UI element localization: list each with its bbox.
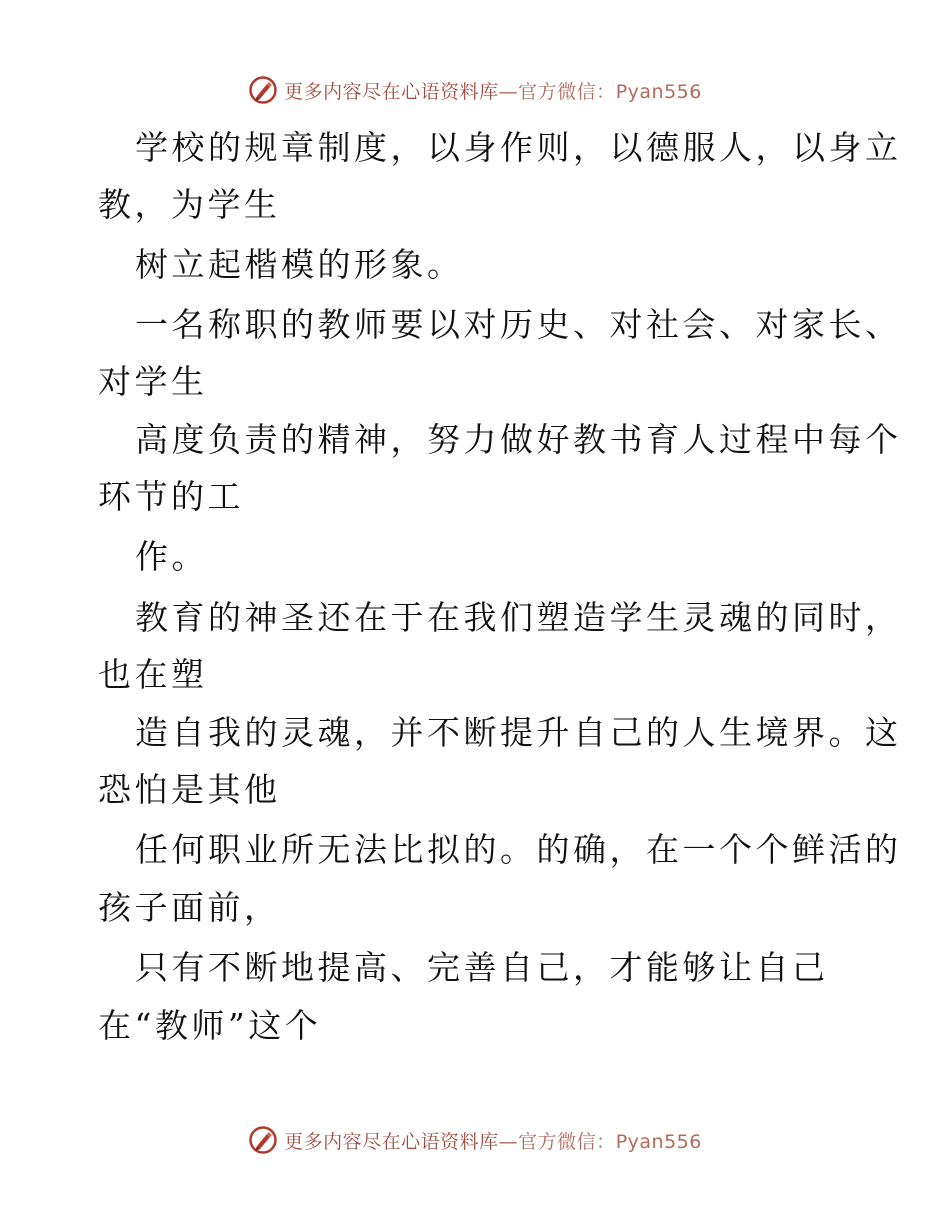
pen-logo-icon: [248, 1125, 278, 1155]
footer-wechat-id: Pyan556: [615, 1130, 702, 1153]
text-line: 孩子面前，: [98, 888, 281, 927]
header-dash: —: [498, 80, 519, 103]
footer-official-label: 官方微信：: [518, 1130, 616, 1153]
text-line: 只有不断地提高、完善自己，才能够让自己: [135, 948, 829, 987]
text-line: 教育的神圣还在于在我们塑造学生灵魂的同时，: [135, 598, 902, 637]
text-line: 学校的规章制度，以身作则，以德服人，以身立: [135, 128, 902, 167]
text-line: 高度负责的精神，努力做好教书育人过程中每个: [135, 420, 902, 459]
text-line: 环节的工: [98, 477, 244, 516]
text-line: 树立起楷模的形象。: [135, 245, 464, 284]
header-banner: [0, 70, 950, 110]
text-line: 造自我的灵魂，并不断提升自己的人生境界。这: [135, 713, 902, 752]
header-official-label: 官方微信：: [518, 80, 616, 103]
text-line: 也在塑: [98, 655, 208, 694]
text-line: 任何职业所无法比拟的。的确，在一个个鲜活的: [135, 830, 902, 869]
header-brand: 更多内容尽在心语资料库: [284, 80, 499, 103]
text-line: 对学生: [98, 362, 208, 401]
footer-text: [284, 1127, 702, 1154]
header-wechat-id: Pyan556: [615, 80, 702, 103]
footer-banner: [0, 1120, 950, 1160]
text-line: 在“教师”这个: [98, 1006, 322, 1045]
pen-logo-icon: [248, 75, 278, 105]
footer-dash: —: [498, 1130, 519, 1153]
text-line: 作。: [135, 537, 208, 576]
header-text: [284, 77, 702, 104]
footer-brand: 更多内容尽在心语资料库: [284, 1130, 499, 1153]
text-line: 教，为学生: [98, 185, 281, 224]
text-line: 恐怕是其他: [98, 770, 281, 809]
text-line: 一名称职的教师要以对历史、对社会、对家长、: [135, 305, 902, 344]
